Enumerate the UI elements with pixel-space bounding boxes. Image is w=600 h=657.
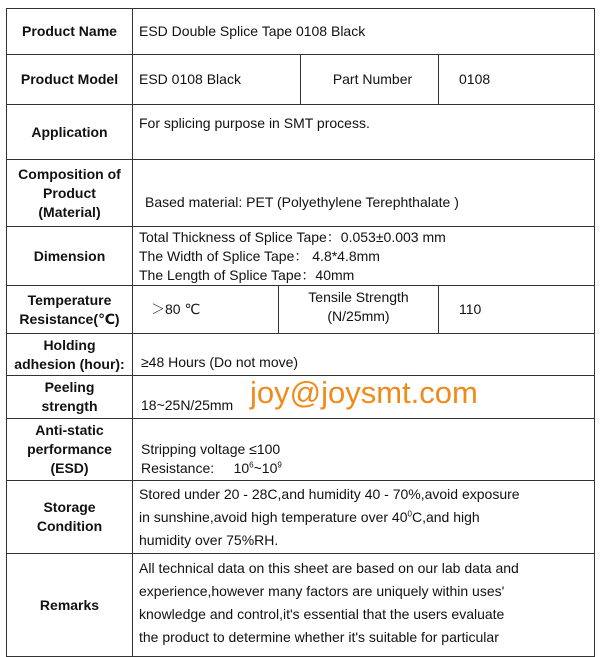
resistance: [141, 459, 594, 478]
storage-line: humidity over 75%RH.: [139, 531, 279, 548]
holding-value: ≥48 Hours (Do not move): [133, 334, 595, 376]
resistance-tilde: ~10: [253, 460, 278, 476]
product-model-label: Product Model: [7, 55, 133, 105]
storage-line: [139, 506, 594, 529]
holding-label-line: adhesion (hour):: [14, 355, 125, 372]
dimension-line: The Width of Splice Tape： 4.8*4.8mm: [139, 247, 380, 264]
remarks-value: [133, 554, 595, 657]
storage-label-line: Storage: [43, 499, 96, 515]
remarks-line: experience,however many factors are uniquely within uses': [139, 583, 505, 599]
antistatic-value: [133, 419, 595, 481]
tensile-label-line: (N/25mm): [327, 308, 390, 324]
peeling-label: [7, 376, 133, 419]
row-antistatic: [7, 419, 595, 481]
dimension-value: [133, 227, 595, 286]
product-name-value: ESD Double Splice Tape 0108 Black: [133, 9, 595, 55]
composition-label-line: (Material): [38, 203, 101, 220]
remarks-line: the product to determine whether it's suitable for particular: [139, 629, 499, 645]
peeling-label-line: Peeling: [44, 379, 95, 395]
row-holding: [7, 334, 595, 376]
application-value: For splicing purpose in SMT process.: [133, 105, 595, 160]
row-storage: [7, 481, 595, 554]
remarks-line: All technical data on this sheet are based on our lab data and: [139, 560, 519, 576]
holding-label-line: Holding: [43, 336, 96, 353]
temperature-value: ＞80 ℃: [133, 286, 279, 334]
tensile-strength-label: [279, 286, 439, 334]
tensile-label-line: Tensile Strength: [308, 289, 409, 305]
holding-label: [7, 334, 133, 376]
antistatic-label: [7, 419, 133, 481]
stripping-voltage: Stripping voltage ≤100: [141, 441, 281, 457]
peeling-value: 18~25N/25mm: [133, 376, 595, 419]
storage-line: Stored under 20 - 28C,and humidity 40 - 70%,avoid exposure: [139, 485, 520, 502]
spec-table: [6, 8, 595, 657]
row-composition: [7, 160, 595, 227]
dimension-label: Dimension: [7, 227, 133, 286]
temperature-label-line: Resistance(℃): [19, 310, 120, 327]
remarks-line: knowledge and control,it's essential that the users evaluate: [139, 606, 505, 622]
storage-line2-prefix: in sunshine,avoid high temperature over 40: [139, 508, 408, 525]
row-application: [7, 105, 595, 160]
dimension-line: Total Thickness of Splice Tape：0.053±0.003 mm: [139, 228, 446, 245]
composition-value: Based material: PET (Polyethylene Terephthalate ): [133, 160, 595, 227]
tensile-strength-value: 110: [439, 286, 595, 334]
temperature-label: [7, 286, 133, 334]
resistance-prefix: Resistance: 10: [141, 460, 250, 476]
dimension-line: The Length of Splice Tape：40mm: [139, 266, 355, 283]
product-model-value: ESD 0108 Black: [133, 55, 301, 105]
composition-label-line: Composition of: [18, 165, 121, 182]
email-watermark: joy@joysmt.com: [250, 375, 478, 410]
composition-label-line: Product: [43, 184, 96, 201]
storage-value: [133, 481, 595, 554]
antistatic-label-line: Anti-static: [35, 422, 104, 438]
part-number-label: Part Number: [301, 55, 439, 105]
storage-line2-suffix: C,and high: [411, 508, 480, 525]
temperature-label-line: Temperature: [27, 291, 112, 308]
resistance-exp-high: 9: [277, 460, 282, 470]
product-name-label: Product Name: [7, 9, 133, 55]
antistatic-label-line: (ESD): [50, 460, 89, 476]
row-remarks: [7, 554, 595, 657]
row-product-name: [7, 9, 595, 55]
part-number-value: 0108: [439, 55, 595, 105]
remarks-label: Remarks: [7, 554, 133, 657]
storage-label-line: Condition: [36, 518, 103, 534]
row-product-model: [7, 55, 595, 105]
row-temperature: [7, 286, 595, 334]
resistance-exp-low: 6: [249, 460, 254, 470]
application-label: Application: [7, 105, 133, 160]
antistatic-label-line: performance: [27, 441, 112, 457]
storage-label: [7, 481, 133, 554]
peeling-label-line: strength: [41, 398, 98, 414]
degree-superscript: 0: [407, 508, 412, 518]
composition-label: [7, 160, 133, 227]
row-dimension: [7, 227, 595, 286]
